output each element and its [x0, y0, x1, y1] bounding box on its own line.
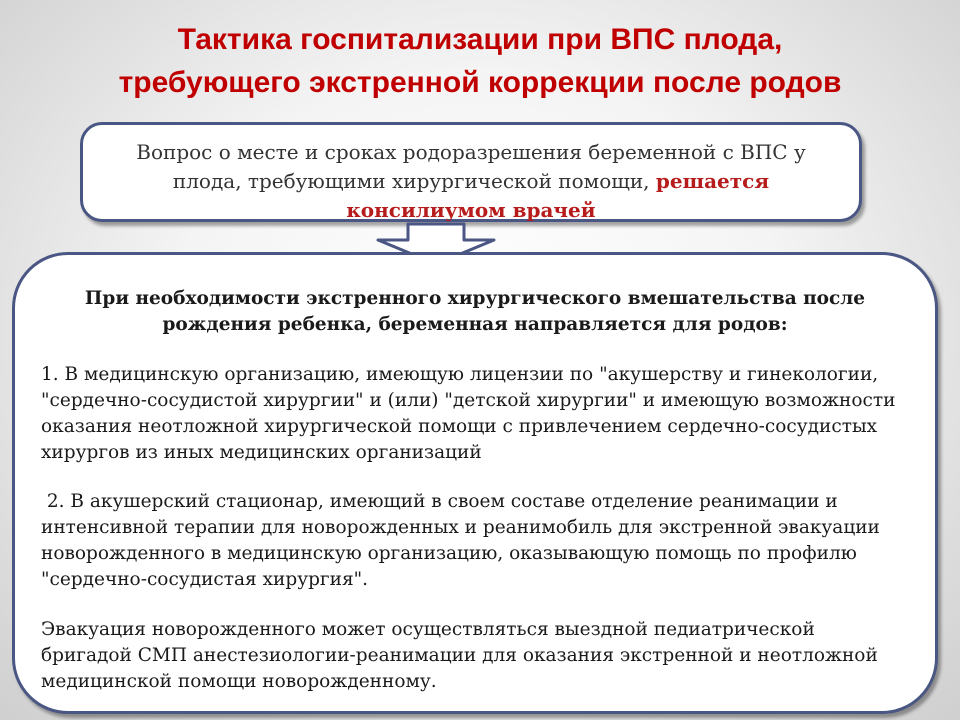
- consilium-emphasis-1: решается: [655, 169, 770, 193]
- rules-heading-line-2: рождения ребенка, беременная направляется для родов:: [162, 314, 788, 335]
- title-line-1: Тактика госпитализации при ВПС плода,: [177, 23, 783, 56]
- evacuation-note-line-1: Эвакуация новорожденного может осуществляться выездной педиатрической: [41, 619, 815, 640]
- option-2-line-2: интенсивной терапии для новорожденных и реанимобиль для экстренной эвакуации: [41, 517, 880, 538]
- rules-heading-line-1: При необходимости экстренного хирургического вмешательства после: [84, 288, 866, 309]
- option-2-paragraph: [41, 489, 921, 593]
- evacuation-note-line-2: бригадой СМП анестезиологии-реанимации для оказания экстренной и неотложной: [41, 645, 878, 666]
- rules-heading: [55, 286, 895, 338]
- consilium-line-2: плода, требующими хирургической помощи,: [172, 169, 656, 193]
- option-1-line-2: "сердечно-сосудистой хирургии" и (или) "детской хирургии" и имеющую возможности: [41, 390, 896, 411]
- option-1-line-3: оказания неотложной хирургической помощи с привлечением сердечно-сосудистых: [41, 416, 878, 437]
- option-2-line-4: "сердечно-сосудистая хирургия".: [41, 569, 369, 590]
- evacuation-note-paragraph: [41, 617, 921, 695]
- consilium-box: [80, 122, 862, 222]
- option-1-line-4: хирургов из иных медицинских организаций: [41, 442, 482, 463]
- page-title: [40, 18, 920, 104]
- option-2-line-1: 2. В акушерский стационар, имеющий в своем составе отделение реанимации и: [41, 491, 838, 512]
- option-1-line-1: 1. В медицинскую организацию, имеющую лицензии по "акушерству и гинекологии,: [41, 364, 879, 385]
- consilium-line-1: Вопрос о месте и сроках родоразрешения беременной с ВПС у: [136, 140, 806, 164]
- option-2-line-3: новорожденного в медицинскую организацию, оказывающую помощь по профилю: [41, 543, 857, 564]
- hospitalization-rules-box: [12, 252, 938, 714]
- evacuation-note-line-3: медицинской помощи новорожденному.: [41, 671, 437, 692]
- option-1-paragraph: [41, 362, 921, 466]
- title-line-2: требующего экстренной коррекции после родов: [118, 66, 842, 99]
- consilium-emphasis-2: консилиумом врачей: [346, 198, 596, 222]
